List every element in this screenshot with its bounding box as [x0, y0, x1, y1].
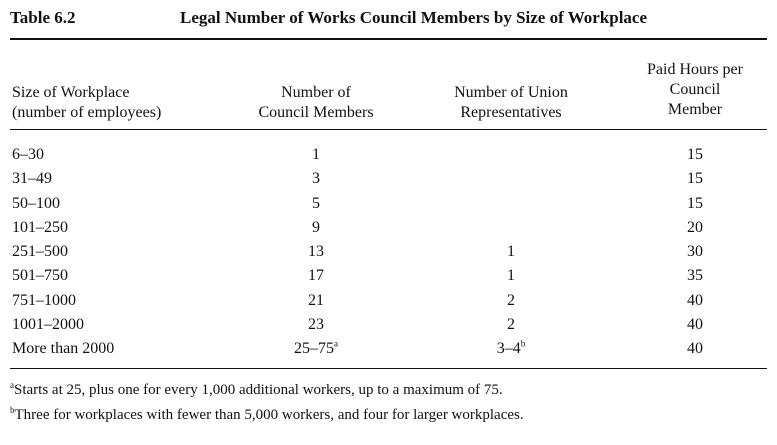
cell-hours: 15: [687, 194, 703, 212]
footnote-marker: a: [10, 380, 14, 390]
cell-hours: 15: [687, 146, 703, 163]
cell-size: 501–750: [12, 267, 68, 285]
cell-size: 50–100: [12, 194, 60, 212]
header-union-representatives: [428, 83, 594, 123]
table-body: [0, 146, 777, 365]
cell-union: 3–4$^b$: [496, 339, 526, 358]
cell-members: 23: [308, 316, 324, 334]
cell-size: 101–250: [12, 218, 68, 236]
footnote-text: Three for workplaces with fewer than 5,000 workers, and four for larger workplaces.: [14, 407, 524, 423]
bottom-rule: [10, 368, 767, 369]
table-row: [0, 219, 777, 243]
cell-union: 1: [507, 243, 515, 261]
header-line: (number of employees): [12, 104, 162, 121]
cell-hours: 20: [687, 218, 703, 236]
cell-hours: 40: [687, 291, 703, 309]
cell-members: 9: [312, 218, 320, 236]
footnotes: [10, 378, 524, 428]
cell-size: 1001–2000: [12, 316, 84, 334]
table-number: Table 6.2: [10, 8, 76, 27]
table-row: [0, 195, 777, 219]
cell-size: 6–30: [12, 146, 44, 163]
cell-union: 2: [507, 316, 515, 334]
table-row: [0, 292, 777, 316]
cell-members: 3: [312, 170, 320, 188]
table-row: [0, 146, 777, 170]
footnote: [10, 403, 524, 428]
cell-size: 31–49: [12, 170, 52, 188]
header-paid-hours: [620, 60, 770, 120]
table-row: [0, 316, 777, 340]
header-line: Council: [669, 81, 721, 98]
cell-members: 21: [308, 291, 324, 309]
header-council-members: [236, 83, 396, 123]
footnote-marker: a: [334, 339, 338, 350]
cell-union: 1: [507, 267, 515, 285]
top-rule: [10, 38, 767, 40]
table-caption: [10, 6, 767, 30]
cell-size: 251–500: [12, 243, 68, 261]
cell-union: 2: [507, 291, 515, 309]
header-line: Number of Union: [454, 84, 568, 101]
footnote: [10, 378, 524, 403]
cell-members: 17: [308, 267, 324, 285]
cell-members: 5: [312, 194, 320, 212]
cell-members: 25–75$^a$: [294, 339, 338, 358]
table-row: [0, 267, 777, 291]
table-row: [0, 170, 777, 194]
header-line: Representatives: [460, 104, 562, 121]
cell-size: 751–1000: [12, 291, 76, 309]
table-row: [0, 340, 777, 364]
cell-hours: 35: [687, 267, 703, 285]
footnote-marker: b: [10, 405, 15, 415]
header-rule: [10, 129, 767, 130]
footnote-text: Starts at 25, plus one for every 1,000 additional workers, up to a maximum of 75.: [14, 382, 503, 398]
cell-hours: 40: [687, 340, 703, 358]
cell-hours: 30: [687, 243, 703, 261]
header-line: Paid Hours per: [647, 61, 743, 78]
cell-hours: 15: [687, 170, 703, 188]
table-title: Legal Number of Works Council Members by Size of Workplace: [180, 8, 648, 27]
header-line: Size of Workplace: [12, 84, 130, 101]
cell-members: 13: [308, 243, 324, 261]
cell-members: 1: [312, 146, 320, 163]
header-line: Council Members: [258, 104, 374, 121]
footnote-marker: b: [520, 339, 526, 350]
header-line: Number of: [281, 84, 351, 101]
header-size-of-workplace: [12, 83, 161, 123]
table-row: [0, 243, 777, 267]
cell-size: More than 2000: [12, 340, 115, 358]
cell-hours: 40: [687, 316, 703, 334]
header-line: Member: [667, 101, 723, 118]
